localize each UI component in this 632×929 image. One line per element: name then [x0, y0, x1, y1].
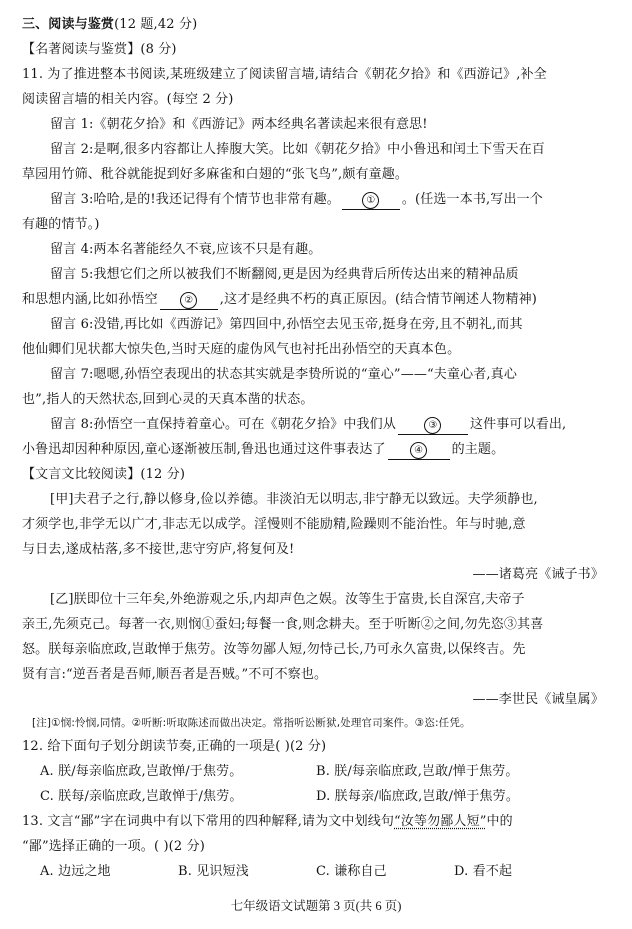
- q13-option-b[interactable]: B. 见识短浅: [178, 864, 249, 879]
- message-4: 留言 4:两本名著能经久不衰,应该不只是有趣。: [50, 242, 322, 257]
- message-5-hint: ,这才是经典不朽的真正原因。(结合情节阐述人物精神): [219, 292, 537, 307]
- message-6-line1: 留言 6:没错,再比如《西游记》第四回中,孙悟空去见玉帝,挺身在旁,且不朝礼,而其: [50, 317, 523, 332]
- message-3-hint: 。(任选一本书,写出一个: [401, 192, 543, 207]
- passage-jia-line3: 与日去,遂成枯落,多不接世,悲守穷庐,将复何及!: [22, 542, 295, 557]
- q12-option-b[interactable]: B. 朕/每亲临庶政,岂敢/惮于焦劳。: [316, 764, 519, 779]
- blank-1[interactable]: [342, 191, 400, 210]
- message-2-line1: 留言 2:是啊,很多内容都让人捧腹大笑。比如《朝花夕拾》中小鲁迅和闰土下雪天在百: [50, 142, 545, 157]
- message-7-line1: 留言 7:嗯嗯,孙悟空表现出的状态其实就是李贽所说的“童心”——“夫童心者,真心: [50, 367, 517, 382]
- q13-option-a[interactable]: A. 边远之地: [40, 864, 111, 879]
- annotation-note: [注]①悯:怜悯,同情。②听断:听取陈述而做出决定。常指听讼断狱,处理官司案件。③恣:任凭。: [32, 717, 471, 729]
- page-footer: 七年级语文试题第 3 页(共 6 页): [230, 899, 402, 913]
- q12-option-a[interactable]: A. 朕/每亲临庶政,岂敢惮/于焦劳。: [40, 764, 243, 779]
- message-5-line2: [22, 287, 616, 312]
- message-5-line1: 留言 5:我想它们之所以被我们不断翻阅,更是因为经典背后所传达出来的精神品质: [50, 267, 519, 282]
- message-1: 留言 1:《朝花夕拾》和《西游记》两本经典名著读起来很有意思!: [50, 117, 428, 132]
- q12-options-row1: [22, 759, 616, 784]
- message-2-line2: 草园用竹筛、秕谷就能捉到好多麻雀和白翅的“张飞鸟”,颇有童趣。: [22, 167, 409, 182]
- q13-option-d[interactable]: D. 看不起: [454, 864, 513, 879]
- passage-yi-line1: [乙]朕即位十三年矣,外绝游观之乐,内却声色之娱。汝等生于富贵,长自深宫,夫帝子: [50, 592, 525, 607]
- part2-title: 【文言文比较阅读】(12 分): [22, 467, 186, 482]
- message-6-line2: 他仙卿们见状都大惊失色,当时天庭的虚伪风气也衬托出孙悟空的天真本色。: [22, 342, 461, 357]
- message-8-text-2: 小鲁迅却因种种原因,童心逐渐被压制,鲁迅也通过这件事表达了: [22, 442, 386, 457]
- blank-3-marker: ③: [424, 417, 441, 434]
- passage-jia-source: ——诸葛亮《诫子书》: [472, 567, 604, 582]
- message-8-line1: [22, 412, 616, 437]
- passage-jia-line2: 才须学也,非学无以广才,非志无以成学。淫慢则不能励精,险躁则不能治性。年与时驰,意: [22, 517, 526, 532]
- message-8-end: 的主题。: [451, 442, 505, 457]
- q13-stem-line2: “鄙”选择正确的一项。( )(2 分): [22, 839, 205, 854]
- message-7-line2: 也”,指人的天然状态,回到心灵的天真本凿的状态。: [22, 392, 314, 407]
- q13-stem-text-end: 中的: [486, 814, 513, 829]
- passage-jia-line1: [甲]夫君子之行,静以修身,俭以养德。非淡泊无以明志,非宁静无以致远。夫学须静也,: [50, 492, 538, 507]
- blank-2-marker: ②: [180, 292, 197, 309]
- blank-1-marker: ①: [362, 192, 379, 209]
- message-3-text: 留言 3:哈哈,是的!我还记得有个情节也非常有趣。: [50, 192, 340, 207]
- blank-4-marker: ④: [410, 442, 427, 459]
- q13-stem-text: 13. 文言“鄙”字在词典中有以下常用的四种解释,请为文中划线句: [22, 814, 395, 829]
- q12-option-d[interactable]: D. 朕每亲/临庶政,岂敢/惮于焦劳。: [316, 789, 519, 804]
- passage-yi-line2: 亲王,先须克己。每著一衣,则悯①蚕妇;每餐一食,则念耕夫。至于听断②之间,勿先恣③其喜: [22, 617, 544, 632]
- message-8-line2: [22, 437, 616, 462]
- message-8-text: 留言 8:孙悟空一直保持着童心。可在《朝花夕拾》中我们从: [50, 417, 396, 432]
- message-3-line1: [22, 187, 616, 212]
- message-8-text-cont: 这件事可以看出,: [469, 417, 567, 432]
- passage-yi-source: ——李世民《诫皇属》: [472, 692, 604, 707]
- passage-yi-line4: 贤有言:“逆吾者是吾师,顺吾者是吾贼。”不可不察也。: [22, 667, 328, 682]
- q11-stem-line1: 11. 为了推进整本书阅读,某班级建立了阅读留言墙,请结合《朝花夕拾》和《西游记》,补全: [22, 67, 547, 82]
- q13-option-c[interactable]: C. 谦称自己: [316, 864, 387, 879]
- section-header: [22, 12, 616, 37]
- message-5-text: 和思想内涵,比如孙悟空: [22, 292, 158, 307]
- blank-3[interactable]: [398, 416, 468, 435]
- blank-4[interactable]: [388, 441, 450, 460]
- q13-stem-line1: [22, 809, 616, 834]
- passage-yi-line3: 怒。朕每亲临庶政,岂敢惮于焦劳。汝等勿鄙人短,勿恃己长,乃可永久富贵,以保终吉。先: [22, 642, 526, 657]
- part1-title: 【名著阅读与鉴赏】(8 分): [22, 42, 177, 57]
- q12-options-row2: [22, 784, 616, 809]
- q12-option-c[interactable]: C. 朕每/亲临庶政,岂敢惮于/焦劳。: [40, 789, 243, 804]
- section-meta: (12 题,42 分): [114, 17, 198, 32]
- section-title: 三、阅读与鉴赏: [22, 17, 115, 32]
- q13-underlined-sentence: “汝等勿鄙人短”: [394, 814, 487, 829]
- message-3-line2: 有趣的情节。): [22, 217, 100, 232]
- q11-stem-line2: 阅读留言墙的相关内容。(每空 2 分): [22, 92, 234, 107]
- blank-2[interactable]: [160, 291, 218, 310]
- q13-options: [22, 859, 616, 884]
- q12-stem: 12. 给下面句子划分朗读节奏,正确的一项是( )(2 分): [22, 739, 327, 754]
